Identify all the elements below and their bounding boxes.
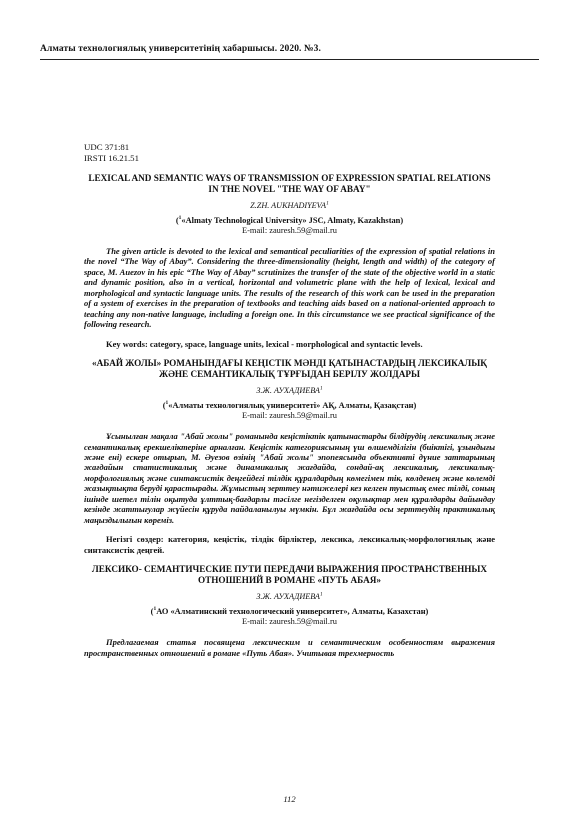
abstract: The given article is devoted to the lexical and semantical peculiarities of the expression of spatial relations in the novel “The Way of Abay”. Considering the three-dimensionality (height, length and width) of the category of space, M. Auezov in his epic “The Way of Abay” scrutinizes the transfer of the state of the objective world in a static and dynamic position, also in a vertical, horizontal and volumetric plane with the help of lexical, lexical and morphological and syntactic language units. The results of the research of this work can be used in the preparation of a system of exercises in the preparation of textbooks and teaching aids based on a national-oriented approach to teaching any non-native language, including a foreign one. In this circumstance we see practical significance of the following research. bbox=[84, 246, 495, 330]
affiliation-sup: 1 bbox=[178, 215, 182, 222]
affiliation: ($^1$АО «Алматинский технологический университет», Алматы, Казахстан) bbox=[150, 606, 429, 617]
keywords: Негізгі сөздер: категория, кеңістік, тілдік бірліктер, лексика, лексикалық-морфологиялық және синтаксистік деңгей. bbox=[84, 534, 495, 555]
email: E-mail: zauresh.59@mail.ru bbox=[242, 617, 337, 627]
page-number: 112 bbox=[283, 794, 296, 804]
author-name bbox=[84, 386, 495, 395]
section-english bbox=[84, 173, 495, 349]
affiliation: ($^1$«Алматы технологиялық университеті» АҚ, Алматы, Қазақстан) bbox=[162, 400, 417, 411]
affiliation-text: АО «Алматинский технологический университет», Алматы, Казахстан) bbox=[156, 607, 429, 617]
irsti-code: IRSTI 16.21.51 bbox=[84, 152, 139, 163]
email: E-mail: zauresh.59@mail.ru bbox=[242, 411, 337, 421]
section-kazakh bbox=[84, 358, 495, 555]
affiliation-sup: 1 bbox=[165, 400, 169, 407]
article-title: ЛЕКСИКО- СЕМАНТИЧЕСКИЕ ПУТИ ПЕРЕДАЧИ ВЫРАЖЕНИЯ ПРОСТРАНСТВЕННЫХ ОТНОШЕНИЙ В РОМАНЕ «ПУТЬ АБАЯ» bbox=[91, 564, 488, 586]
article-body bbox=[84, 142, 495, 658]
keywords: Key words: category, space, language units, lexical - morphological and syntactic levels. bbox=[106, 338, 423, 349]
author-name bbox=[84, 201, 495, 210]
affiliation-text: «Almaty Technological University» JSC, Almaty, Kazakhstan) bbox=[181, 216, 404, 225]
author-text: З.Ж. АУХАДИЕВА bbox=[256, 592, 320, 602]
author-sup: 1 bbox=[319, 591, 323, 598]
author-text: Z.ZH. AUKHADIYEVA bbox=[250, 201, 327, 210]
article-title: «АБАЙ ЖОЛЫ» РОМАНЫНДАҒЫ КЕҢІСТІК МӘНДІ ҚАТЫНАСТАРДЫҢ ЛЕКСИКАЛЫҚ ЖӘНЕ СЕМАНТИКАЛЫҚ ТҰРҒЫДАН БЕРІЛУ ЖОЛДАРЫ bbox=[92, 358, 487, 380]
abstract: Предлагаемая статья посвящена лексическим и семантическим особенностям выражения пространственных отношений в романе «Путь Абая». Учитывая трехмерность bbox=[84, 637, 495, 658]
affiliation-sup: 1 bbox=[153, 606, 157, 613]
affiliation: ($^1$«Almaty Technological University» JSC, Almaty, Kazakhstan) bbox=[175, 215, 404, 225]
section-russian bbox=[84, 564, 495, 658]
email: E-mail: zauresh.59@mail.ru bbox=[242, 226, 337, 235]
affiliation-text: «Алматы технологиялық университеті» АҚ, Алматы, Қазақстан) bbox=[168, 401, 417, 411]
author-name bbox=[84, 592, 495, 601]
udc-code: UDC 371:81 bbox=[84, 142, 130, 152]
abstract: Ұсынылған мақала "Абай жолы" романында кеңістіктік қатынастарды білдірудің лексикалық және семантикалық ерекшеліктеріне арналған. Кеңістік категориясының үш өлшемділігін (биіктігі, ұзындығы және ені) ескере отырып, М. Әуезов өзінің "Абай жолы" эпопеясында объективті дүние заттарының жағдайын статистикалық және динамикалық жағдайда, сондай-ақ лексикалық, лексикалық-морфологиялық және синтаксистік деңгейдегі тілдік құралдардың көмегімен тік, көлденең және көлемді жазықтықта беруді қарастырады. Жұмыстың зерттеу нәтижелері кез келген туыстық емес тілді, соның ішінде шетел тілін оқытуда ұлттық-бағдарлы тәсілге негізделген оқулықтар мен құралдарды дайындау кезінде жаттығулар жүйесін құруда пайдаланылуы мүмкін. Бұл жағдайда осы зерттеудің практикалық маңыздылығын көреміз. bbox=[84, 431, 495, 525]
journal-header: Алматы технологиялық университетінің хабаршысы. 2020. №3. bbox=[40, 44, 539, 60]
author-sup: 1 bbox=[319, 385, 323, 392]
author-sup: 1 bbox=[326, 200, 329, 207]
article-title: LEXICAL AND SEMANTIC WAYS OF TRANSMISSION OF EXPRESSION SPATIAL RELATIONS IN THE NOVEL "THE WAY OF ABAY" bbox=[88, 173, 491, 194]
author-text: З.Ж. АУХАДИЕВА bbox=[256, 386, 320, 396]
